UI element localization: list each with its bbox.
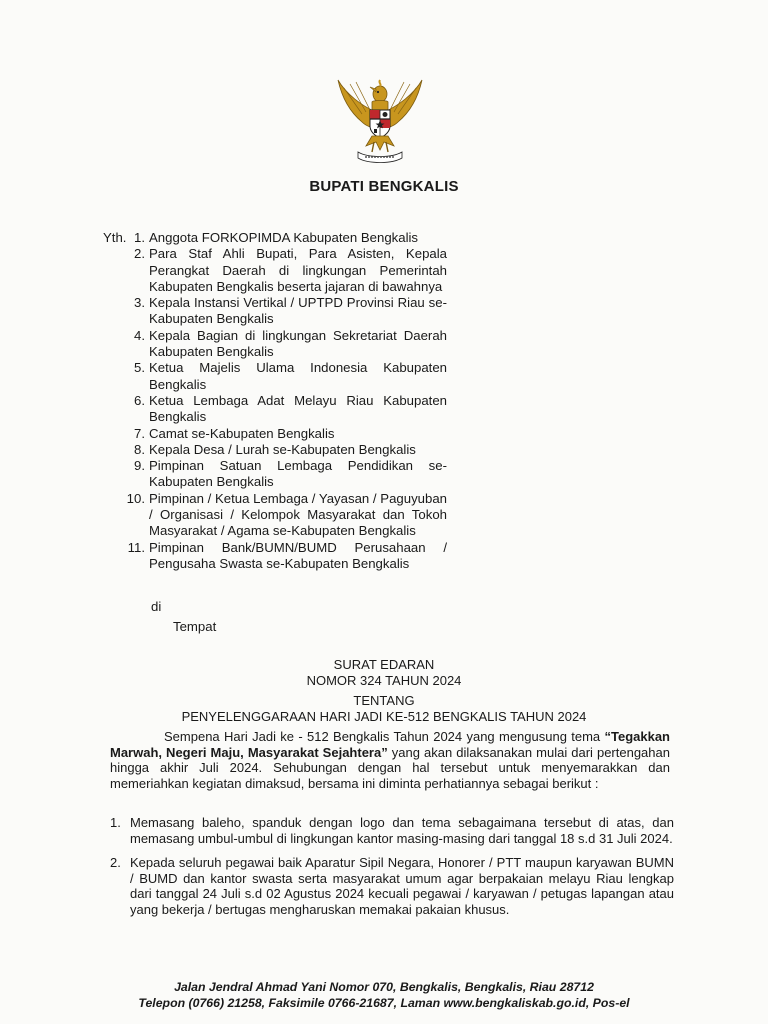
recipient-item [103, 230, 463, 246]
letterhead-title: BUPATI BENGKALIS [309, 178, 459, 195]
recipient-number: 6. [134, 392, 145, 408]
recipient-item [103, 426, 463, 442]
recipient-location: Tempat [173, 619, 217, 634]
letter-subject: PENYELENGGARAAN HARI JADI KE-512 BENGKALIS TAHUN 2024 [181, 709, 587, 724]
letter-type: SURAT EDARAN [333, 657, 435, 672]
recipient-location-prefix: di [151, 599, 162, 614]
recipient-text: Pimpinan Satuan Lembaga Pendidikan se-Kabupaten Bengkalis [149, 458, 447, 490]
letter-footer [0, 979, 768, 1011]
footer-address: Jalan Jendral Ahmad Yani Nomor 070, Bengkalis, Bengkalis, Riau 28712 [174, 980, 594, 994]
instruction-item [110, 855, 674, 917]
recipient-item [103, 458, 463, 491]
recipient-text: Ketua Lembaga Adat Melayu Riau Kabupaten Bengkalis [149, 392, 447, 425]
recipient-number: 9. [134, 458, 145, 474]
instruction-text: Kepada seluruh pegawai baik Aparatur Sipil Negara, Honorer / PTT maupun karyawan BUMN / BUMD dan kantor swasta serta masyarakat umum agar berpakaian melayu Riau lengkap dari tanggal 24 Juli s.d 02 Agustus 2024 kecuali pegawai / karyawan / petugas lapangan atau yang bekerja / bertugas mengharuskan memakai pakaian khusus. [130, 855, 674, 917]
letter-intro-paragraph [110, 729, 670, 791]
recipient-item [103, 328, 463, 361]
recipient-text: Pimpinan Bank/BUMN/BUMD Perusahaan / Pengusaha Swasta se-Kabupaten Bengkalis [149, 539, 447, 571]
recipient-prefix: Yth. [103, 230, 127, 245]
recipient-number: 3. [134, 295, 145, 311]
recipient-text: Anggota FORKOPIMDA Kabupaten Bengkalis [149, 230, 419, 245]
recipient-number: 10. [126, 490, 145, 506]
instruction-list [110, 815, 674, 927]
intro-text-after: yang akan dilaksanakan mulai dari pertengahan hingga akhir Juli 2024. Sehubungan dengan hal tersebut untuk menyemarakkan dan memeriahkan kegiatan dimaksud, bersama ini diminta perhatiannya sebagai berikut : [110, 744, 670, 791]
instruction-number: 2. [110, 855, 121, 871]
recipient-item [103, 393, 463, 426]
recipient-number: 1. [134, 230, 145, 245]
recipient-text: Para Staf Ahli Bupati, Para Asisten, Kepala Perangkat Daerah di lingkungan Pemerintah Kabupaten Bengkalis beserta jajaran di bawahnya [149, 246, 447, 294]
letter-number: NOMOR 324 TAHUN 2024 [306, 673, 462, 688]
event-theme: “Tegakkan Marwah, Negeri Maju, Masyarakat Sejahtera” [110, 729, 670, 760]
recipient-list [103, 230, 463, 572]
recipient-number: 8. [134, 441, 145, 457]
recipient-item [103, 295, 463, 328]
recipient-text: Kepala Instansi Vertikal / UPTPD Provinsi Riau se-Kabupaten Bengkalis [149, 295, 447, 327]
recipient-number: 4. [134, 327, 145, 343]
recipient-text: Camat se-Kabupaten Bengkalis [149, 425, 335, 441]
recipient-item [103, 442, 463, 458]
recipient-text: Pimpinan / Ketua Lembaga / Yayasan / Paguyuban / Organisasi / Kelompok Masyarakat dan Tokoh Masyarakat / Agama se-Kabupaten Bengkalis [149, 490, 447, 539]
footer-contact: Telepon (0766) 21258, Faksimile 0766-21687, Laman www.bengkaliskab.go.id, Pos-el [138, 996, 630, 1010]
instruction-item [110, 815, 674, 846]
recipient-item [103, 491, 463, 540]
letter-about: TENTANG [353, 693, 415, 708]
recipient-text: Kepala Desa / Lurah se-Kabupaten Bengkalis [149, 441, 416, 457]
recipient-text: Ketua Majelis Ulama Indonesia Kabupaten Bengkalis [149, 360, 447, 392]
garuda-emblem-icon [332, 72, 428, 168]
recipient-number: 5. [134, 360, 145, 376]
intro-text-before: Sempena Hari Jadi ke - 512 Bengkalis Tahun 2024 yang mengusung tema [164, 729, 605, 744]
recipient-number: 2. [134, 246, 145, 262]
recipient-item [103, 360, 463, 393]
recipient-number: 11. [127, 539, 145, 555]
recipient-item [103, 246, 463, 295]
instruction-text: Memasang baleho, spanduk dengan logo dan tema sebagaimana tersebut di atas, dan memasang umbul-umbul di lingkungan kantor masing-masing dari tanggal 18 s.d 31 Juli 2024. [130, 815, 674, 846]
recipient-item [103, 540, 463, 573]
instruction-number: 1. [110, 815, 121, 830]
recipient-number: 7. [134, 425, 145, 441]
recipient-text: Kepala Bagian di lingkungan Sekretariat Daerah Kabupaten Bengkalis [149, 327, 447, 360]
